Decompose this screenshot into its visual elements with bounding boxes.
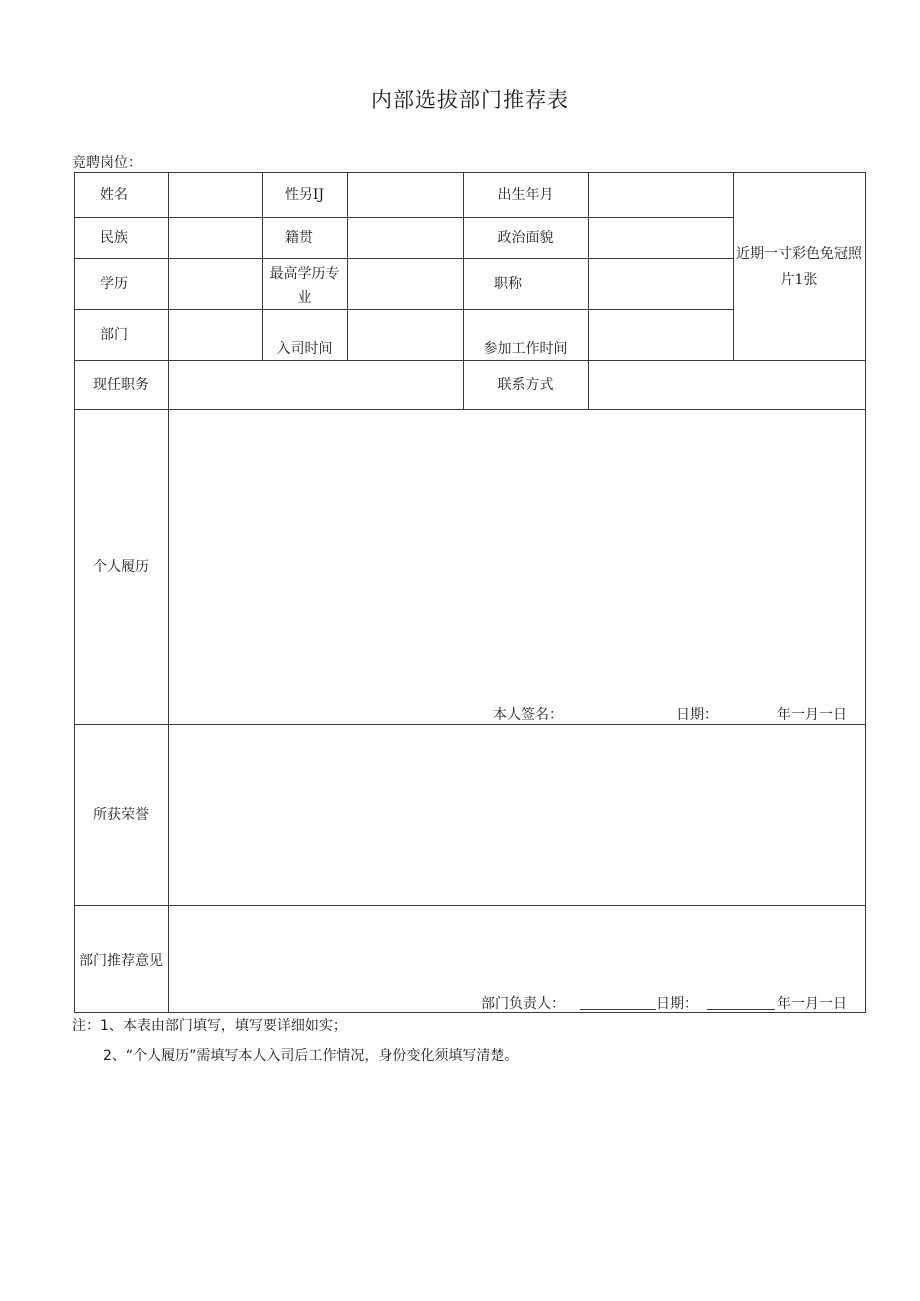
note-1: 注：1、本表由部门填写，填写要详细如实； [72,1018,347,1034]
label-department: 部门 [100,326,128,343]
position-label: 竞聘岗位： [72,155,142,171]
label-gender: 性另IJ [284,186,325,203]
label-birth: 出生年月 [497,186,554,203]
label-ethnicity: 民族 [100,229,128,246]
photo-placeholder: 近期一寸彩色免冠照片1张 [736,246,862,288]
label-current-duty: 现任职务 [93,376,149,393]
form-title: 内部选拔部门推荐表 [371,88,569,112]
label-native-place: 籍贯 [285,229,313,246]
label-title-rank: 职称 [494,275,522,292]
label-dept-opinion: 部门推荐意见 [79,953,163,969]
opinion-head-label: 部门负责人： [481,996,565,1012]
opinion-date-label: 日期： [656,996,698,1012]
resume-signature-label: 本人签名： [493,707,563,723]
label-contact: 联系方式 [497,376,554,393]
label-major: 最高学历专业 [269,266,340,306]
label-resume: 个人履历 [93,558,149,575]
resume-ymd: 年一月一日 [777,707,847,723]
label-join-date: 入司时间 [276,341,333,357]
opinion-ymd: 年一月一日 [777,996,847,1012]
opinion-head-blank [580,995,656,1010]
label-work-start: 参加工作时间 [483,341,568,357]
label-name: 姓名 [100,186,128,203]
opinion-date-blank [707,995,775,1010]
label-honors: 所获荣誉 [93,806,149,823]
label-education: 学历 [100,275,128,292]
resume-date-label: 日期： [676,707,718,723]
label-political-status: 政治面貌 [497,229,554,246]
note-2: 2、“个人履历”需填写本人入司后工作情况，身份变化须填写清楚。 [103,1048,519,1064]
